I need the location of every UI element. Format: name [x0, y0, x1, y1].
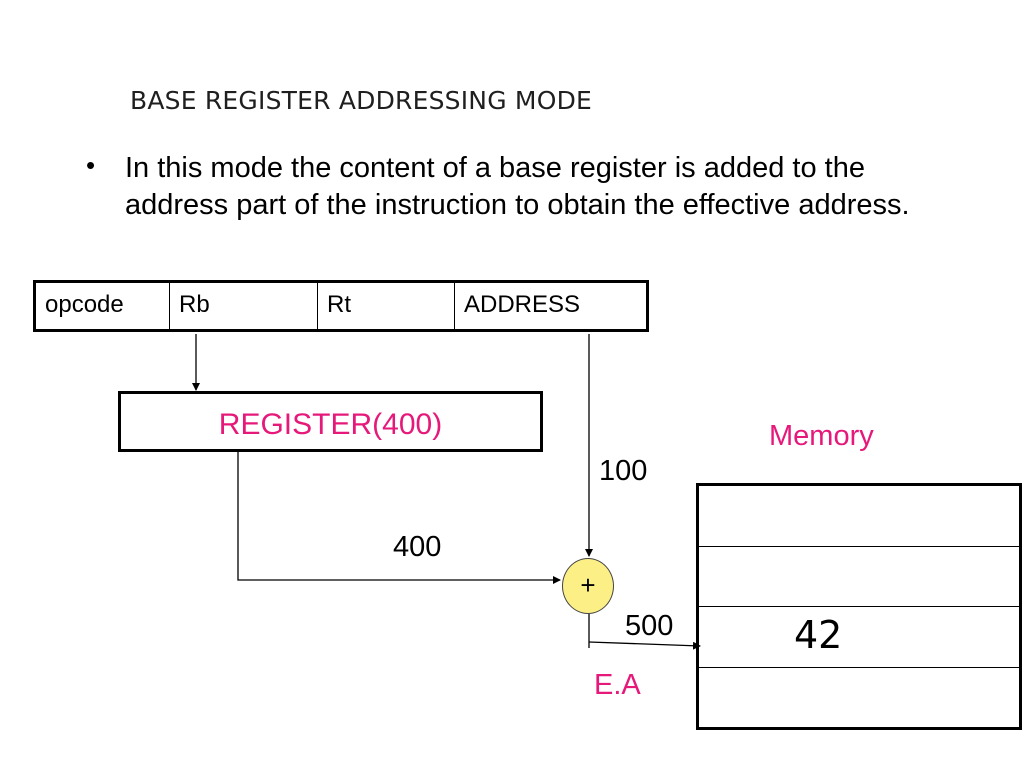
field-rb: Rb [170, 283, 318, 329]
address-value: 100 [599, 455, 648, 487]
sum-value: 500 [625, 610, 674, 642]
memory-label: Memory [769, 420, 874, 452]
bullet-text: In this mode the content of a base register is added to the address part of the instruction to obtain the effective address. [125, 152, 910, 221]
memory-block [696, 483, 1022, 730]
memory-cell [699, 486, 1019, 547]
base-register-box [118, 391, 543, 452]
memory-cell [699, 668, 1019, 728]
field-address: ADDRESS [464, 291, 581, 318]
memory-cell [699, 607, 1019, 668]
memory-cell-value: 42 [794, 613, 843, 657]
field-rt: Rt [318, 283, 455, 329]
memory-cell [699, 547, 1019, 608]
register-value: 400 [393, 531, 442, 563]
field-opcode: opcode [36, 283, 170, 329]
adder-circle: + [562, 558, 614, 614]
slide-title: BASE REGISTER ADDRESSING MODE [130, 86, 593, 115]
effective-address-label: E.A [594, 669, 641, 701]
register-label: REGISTER(400) [218, 408, 443, 441]
bullet-marker: • [86, 150, 96, 180]
